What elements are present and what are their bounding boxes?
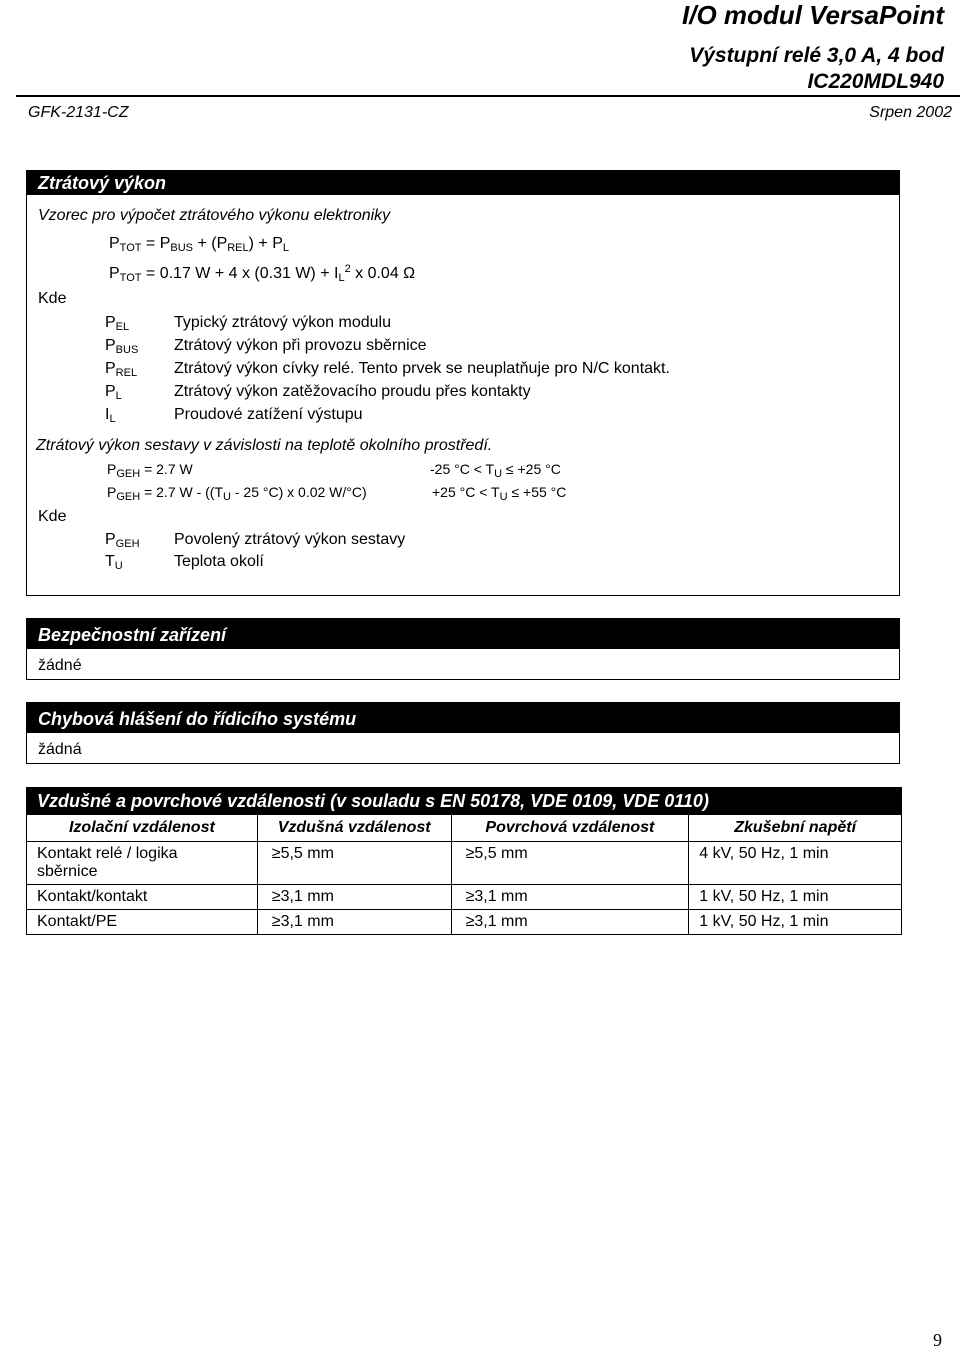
document-subtitle: Výstupní relé 3,0 A, 4 bod xyxy=(689,44,944,67)
ambient-range-low: -25 $^\circ C < T_U \le +25$ °C xyxy=(430,461,561,480)
column-header: Vzdušná vzdálenost xyxy=(257,815,451,842)
clearance-table xyxy=(26,814,902,935)
ambient-formula-low: $P_{GEH} = 2.7$ W xyxy=(107,461,193,480)
definition-p-bus: Ztrátový výkon při provozu sběrnice xyxy=(174,337,427,354)
definition-p-geh: Povolený ztrátový výkon sestavy xyxy=(174,531,406,548)
test-voltage-cell: 1 kV, 50 Hz, 1 min xyxy=(689,910,902,935)
product-code: IC220MDL940 xyxy=(807,70,944,93)
page-number: 9 xyxy=(933,1330,942,1350)
definition-p-rel: Ztrátový výkon cívky relé. Tento prvek se neuplatňuje pro N/C kontakt. xyxy=(174,360,670,377)
symbol-p-geh: $P_{GEH}$ xyxy=(105,531,140,550)
section-heading: Ztrátový výkon xyxy=(27,171,899,195)
creepage-cell: ≥5,5 mm xyxy=(451,842,689,885)
table-header-row xyxy=(27,815,902,842)
table-row xyxy=(27,910,902,935)
symbol-t-u: $T_U$ xyxy=(105,553,123,572)
safety-value: žádné xyxy=(38,657,82,674)
test-voltage-cell: 4 kV, 50 Hz, 1 min xyxy=(689,842,902,885)
definition-p-l: Ztrátový výkon zatěžovacího proudu přes kontakty xyxy=(174,383,531,400)
ambient-formula-high: $P_{GEH} = 2.7$ W - (($T_U - 25$ °C) x 0.02 W/°C) xyxy=(107,484,367,503)
column-header: Zkušební napětí xyxy=(689,815,902,842)
isolation-cell: Kontakt relé / logika sběrnice xyxy=(27,842,258,885)
symbol-p-bus: $P_{BUS}$ xyxy=(105,337,139,356)
safety-section xyxy=(26,618,900,680)
document-title: I/O modul VersaPoint xyxy=(682,0,944,30)
symbol-p-rel: $P_{REL}$ xyxy=(105,360,138,379)
creepage-cell: ≥3,1 mm xyxy=(451,885,689,910)
power-dissipation-section xyxy=(26,170,900,596)
isolation-cell: Kontakt/kontakt xyxy=(27,885,258,910)
symbol-p-l: $P_L$ xyxy=(105,383,122,402)
symbol-p-el: $P_{EL}$ xyxy=(105,314,130,333)
definition-p-el: Typický ztrátový výkon modulu xyxy=(174,314,391,331)
table-row xyxy=(27,885,902,910)
clearance-heading: Vzdušné a povrchové vzdálenosti (v souladu s EN 50178, VDE 0109, VDE 0110) xyxy=(26,787,902,814)
section-heading: Bezpečnostní zařízení xyxy=(27,619,899,649)
column-header: Povrchová vzdálenost xyxy=(451,815,689,842)
where-label-2: Kde xyxy=(38,508,67,525)
isolation-cell: Kontakt/PE xyxy=(27,910,258,935)
errors-value: žádná xyxy=(38,741,82,758)
document-id: GFK-2131-CZ xyxy=(28,104,129,121)
air-clearance-cell: ≥3,1 mm xyxy=(257,885,451,910)
ambient-range-high: +25 $^\circ C < T_U \le +55$ °C xyxy=(432,484,567,503)
air-clearance-cell: ≥5,5 mm xyxy=(257,842,451,885)
ambient-title: Ztrátový výkon sestavy v závislosti na teplotě okolního prostředí. xyxy=(36,437,493,454)
definition-t-u: Teplota okolí xyxy=(174,553,264,570)
formula-values: $P_{TOT} = 0.17$ W + 4 x (0.31 $W) + I_L^2$ x 0.04 Ω xyxy=(109,263,416,284)
air-clearance-cell: ≥3,1 mm xyxy=(257,910,451,935)
definition-i-l: Proudové zatížení výstupu xyxy=(174,406,363,423)
column-header: Izolační vzdálenost xyxy=(27,815,258,842)
formula-total: $P_{TOT} = P_{BUS} + (P_{REL}) + P_L$ xyxy=(109,235,289,254)
creepage-cell: ≥3,1 mm xyxy=(451,910,689,935)
table-row xyxy=(27,842,902,885)
document-date: Srpen 2002 xyxy=(869,104,952,121)
section-heading: Chybová hlášení do řídicího systému xyxy=(27,703,899,733)
formula-title: Vzorec pro výpočet ztrátového výkonu elektroniky xyxy=(38,207,391,224)
header-divider xyxy=(16,95,960,97)
symbol-i-l: $I_L$ xyxy=(105,406,116,425)
where-label: Kde xyxy=(38,290,67,307)
errors-section xyxy=(26,702,900,764)
test-voltage-cell: 1 kV, 50 Hz, 1 min xyxy=(689,885,902,910)
